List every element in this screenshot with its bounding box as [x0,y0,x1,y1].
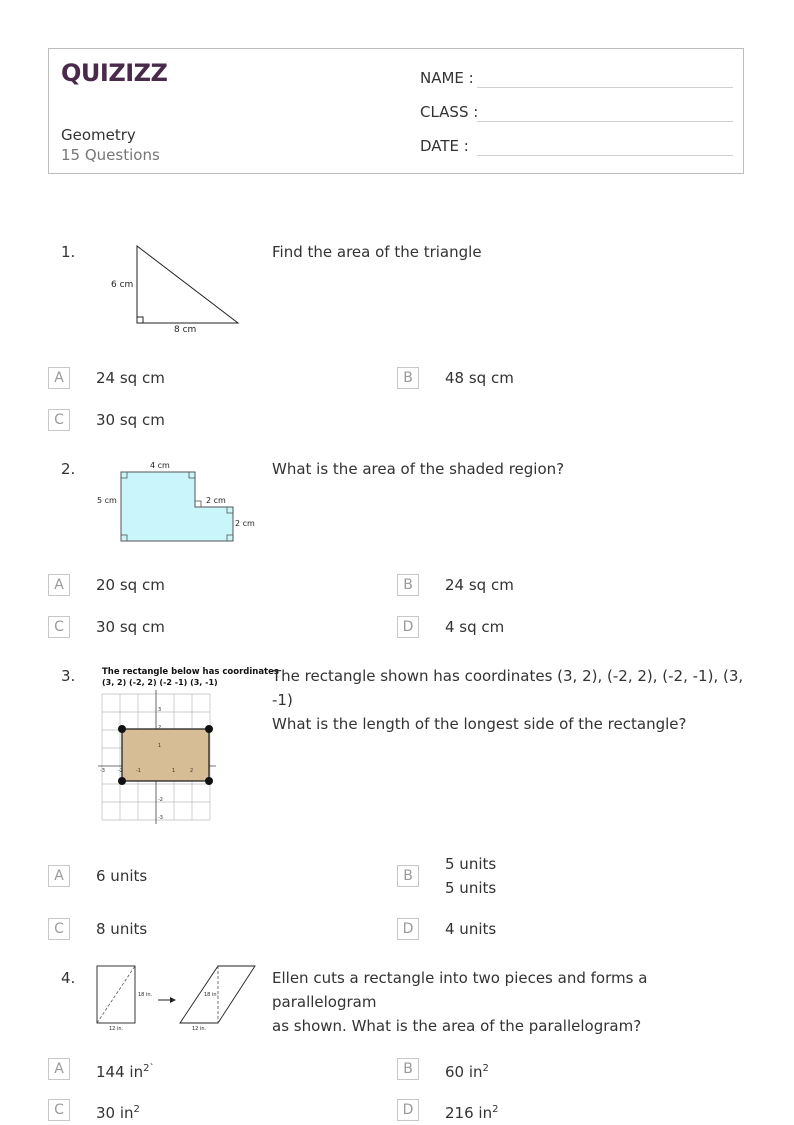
class-label: CLASS : [420,103,479,121]
question-1-number: 1. [61,243,76,261]
q1-option-b-text[interactable]: 48 sq cm [445,369,514,387]
q4-option-d-letter[interactable]: D [397,1099,419,1121]
q2-option-b-letter[interactable]: B [397,574,419,596]
question-4-text-line1: Ellen cuts a rectangle into two pieces and forms a parallelogram [272,969,648,1011]
q2-option-b-text[interactable]: 24 sq cm [445,576,514,594]
q4-option-c-letter[interactable]: C [48,1099,70,1121]
triangle-figure [100,240,250,340]
q4-option-a-text[interactable] [96,1057,154,1084]
triangle-height-label: 6 cm [111,280,134,290]
q2-option-c-letter[interactable]: C [48,616,70,638]
question-4-number: 4. [61,969,76,987]
worksheet-header [48,48,744,174]
l-shape-figure [94,458,264,548]
q4-option-b-text[interactable] [445,1057,489,1084]
q1-option-a-letter[interactable]: A [48,367,70,389]
q4-option-a-base: 144 in [96,1063,144,1081]
q4-option-a-exp: 2` [143,1063,155,1074]
svg-text:-3: -3 [158,815,163,821]
svg-text:2: 2 [158,725,162,731]
svg-text:-2: -2 [118,768,123,774]
svg-text:3: 3 [158,707,162,713]
svg-text:18 in.: 18 in. [204,992,219,998]
q3-option-a-text[interactable]: 6 units [96,867,148,885]
shape-notch-label: 2 cm [206,496,226,505]
q4-option-d-text[interactable] [445,1098,498,1125]
name-label: NAME : [420,69,474,87]
q1-option-a-text[interactable]: 24 sq cm [96,369,165,387]
q3-option-b-line2: 5 units [445,879,497,897]
question-3-text [272,664,752,736]
q4-option-b-letter[interactable]: B [397,1058,419,1080]
svg-text:-2: -2 [158,797,163,803]
svg-text:12 in.: 12 in. [192,1026,207,1032]
q2-option-a-letter[interactable]: A [48,574,70,596]
rect-width-label: 12 in. [109,1026,124,1032]
svg-text:-3: -3 [100,768,105,774]
question-3-text-line1: The rectangle shown has coordinates (3, 2), (-2, 2), (-2, -1), (3, -1) [272,667,744,709]
rectangle-to-parallelogram-figure [92,962,267,1037]
q3-option-b-line1: 5 units [445,855,497,873]
quizizz-logo: QUIZIZZ [61,59,168,87]
question-3-number: 3. [61,667,76,685]
question-4-text-line2: as shown. What is the area of the parallelogram? [272,1017,642,1035]
point-3-2 [205,725,213,733]
question-2-text: What is the area of the shaded region? [272,460,565,478]
date-field[interactable] [420,137,469,155]
q4-option-c-text[interactable] [96,1098,140,1125]
q4-option-a-letter[interactable]: A [48,1058,70,1080]
shape-left-label: 5 cm [97,496,117,505]
q4-option-d-exp: 2 [492,1104,499,1115]
q3-option-c-text[interactable]: 8 units [96,920,148,938]
worksheet-title: Geometry [61,126,136,144]
date-label: DATE : [420,137,469,155]
grid-caption-line1: The rectangle below has coordinates [102,667,279,677]
point-neg2-2 [118,725,126,733]
svg-text:1: 1 [158,743,162,749]
q1-option-c-letter[interactable]: C [48,409,70,431]
name-line [477,87,733,88]
question-4-text [272,966,752,1038]
name-field[interactable] [420,69,474,87]
q2-option-d-text[interactable]: 4 sq cm [445,618,505,636]
question-3-text-line2: What is the length of the longest side of the rectangle? [272,715,687,733]
q3-option-d-letter[interactable]: D [397,918,419,940]
shape-right-label: 2 cm [235,519,255,528]
date-line [477,155,733,156]
grid-caption-line2: (3, 2) (-2, 2) (-2 -1) (3, -1) [102,678,218,687]
coordinate-grid-figure [96,664,279,829]
q4-option-d-base: 216 in [445,1104,493,1122]
q3-option-d-text[interactable]: 4 units [445,920,497,938]
q3-option-a-letter[interactable]: A [48,865,70,887]
q1-option-c-text[interactable]: 30 sq cm [96,411,165,429]
svg-text:1: 1 [172,768,176,774]
class-field[interactable] [420,103,478,121]
q2-option-d-letter[interactable]: D [397,616,419,638]
point-neg2-neg1 [118,777,126,785]
triangle-base-label: 8 cm [174,325,197,335]
class-line [477,121,733,122]
q4-option-b-exp: 2 [482,1063,489,1074]
shape-top-label: 4 cm [150,461,170,470]
svg-text:-1: -1 [136,768,141,774]
question-2-number: 2. [61,460,76,478]
svg-text:2: 2 [190,768,194,774]
q3-option-b-text[interactable] [445,852,496,900]
q4-option-c-exp: 2 [133,1104,140,1115]
point-3-neg1 [205,777,213,785]
rect-height-label: 18 in. [138,992,153,998]
q2-option-a-text[interactable]: 20 sq cm [96,576,165,594]
q4-option-b-base: 60 in [445,1063,483,1081]
q3-option-c-letter[interactable]: C [48,918,70,940]
question-count: 15 Questions [61,146,160,164]
q2-option-c-text[interactable]: 30 sq cm [96,618,165,636]
question-1-text: Find the area of the triangle [272,243,482,261]
q1-option-b-letter[interactable]: B [397,367,419,389]
q3-option-b-letter[interactable]: B [397,865,419,887]
q4-option-c-base: 30 in [96,1104,134,1122]
